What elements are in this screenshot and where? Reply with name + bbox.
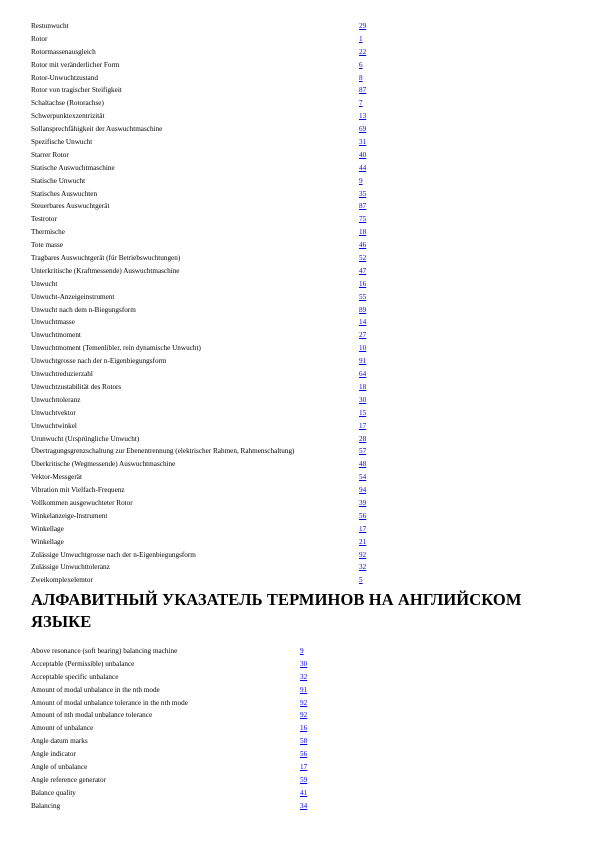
index-row xyxy=(31,291,571,304)
index-term: Zulässige Unwuchtgrosse nach der n-Eigenbiegungsform xyxy=(31,550,196,559)
index-term: Unwuchtzustabilität des Rotors xyxy=(31,382,122,391)
page-number-link[interactable]: 18 xyxy=(359,382,367,391)
page-number-link[interactable]: 35 xyxy=(359,189,367,198)
index-row xyxy=(31,497,571,510)
page-number-link[interactable]: 41 xyxy=(300,788,308,797)
index-term: Vollkommen ausgewuchteter Rotor xyxy=(31,498,133,507)
index-term: Winkellage xyxy=(31,537,64,546)
index-row xyxy=(31,162,571,175)
index-row xyxy=(31,549,571,562)
index-term: Balancing xyxy=(31,801,61,810)
page-number-link[interactable]: 13 xyxy=(359,112,367,121)
page-number-link[interactable]: 40 xyxy=(359,150,367,159)
index-term: Angle of unbalance xyxy=(31,763,88,772)
index-row xyxy=(31,110,571,123)
page-number-link[interactable]: 91 xyxy=(359,357,367,366)
index-row xyxy=(31,175,571,188)
index-term: Unwucht xyxy=(31,279,58,288)
page-number-link[interactable]: 16 xyxy=(300,724,308,733)
index-row xyxy=(31,722,571,735)
index-term: Amount of unbalance xyxy=(31,724,94,733)
index-term: Testrotor xyxy=(31,215,57,224)
index-row xyxy=(31,342,571,355)
page-number-link[interactable]: 34 xyxy=(300,801,308,810)
page-number-link[interactable]: 64 xyxy=(359,370,367,379)
page-number-link[interactable]: 27 xyxy=(359,331,367,340)
index-term: Zweikomplexelemtor xyxy=(31,576,93,585)
index-term: Unwuchtmoment (Temenlibler, rein dynamische Unwucht) xyxy=(31,344,201,353)
index-term: Statisches Auswuchten xyxy=(31,189,98,198)
index-term: Unwuchtmoment xyxy=(31,331,81,340)
page-number-link[interactable]: 15 xyxy=(359,408,367,417)
page-number-link[interactable]: 32 xyxy=(300,672,308,681)
index-row xyxy=(31,471,571,484)
page-number-link[interactable]: 91 xyxy=(300,685,308,694)
index-row xyxy=(31,574,571,587)
index-term: Rotor xyxy=(31,34,48,43)
page-number-link[interactable]: 30 xyxy=(359,395,367,404)
index-term: Überkritische (Wegmessende) Auswuchtmaschine xyxy=(31,460,176,469)
page-number-link[interactable]: 75 xyxy=(359,215,367,224)
index-row xyxy=(31,33,571,46)
index-term: Schwerpunktexzentrizität xyxy=(31,112,105,121)
page-number-link[interactable]: 39 xyxy=(359,498,367,507)
page-number-link[interactable]: 54 xyxy=(359,473,367,482)
page-number-link[interactable]: 29 xyxy=(359,22,367,30)
index-row xyxy=(31,278,571,291)
page-number-link[interactable]: 22 xyxy=(359,47,367,56)
index-row xyxy=(31,188,571,201)
index-term: Rotor mit veränderlicher Form xyxy=(31,60,120,69)
index-term: Statische Unwucht xyxy=(31,176,86,185)
index-row xyxy=(31,658,571,671)
page-number-link[interactable]: 87 xyxy=(359,86,367,95)
page-number-link[interactable]: 89 xyxy=(359,305,367,314)
index-term: Unwucht nach dem n-Biegungsform xyxy=(31,305,136,314)
index-row xyxy=(31,645,571,658)
index-term: Acceptable specific unbalance xyxy=(31,672,119,681)
index-row xyxy=(31,407,571,420)
index-row xyxy=(31,316,571,329)
index-row xyxy=(31,59,571,72)
page-number-link[interactable]: 1 xyxy=(359,34,363,43)
index-row xyxy=(31,748,571,761)
index-row xyxy=(31,523,571,536)
index-term: Tote masse xyxy=(31,241,64,250)
index-term: Rotormassenausgleich xyxy=(31,47,96,56)
index-term: Urunwucht (Ursprüngliche Unwucht) xyxy=(31,434,140,443)
index-row xyxy=(31,46,571,59)
index-row xyxy=(31,381,571,394)
page-number-link[interactable]: 94 xyxy=(359,486,367,495)
page-number-link[interactable]: 52 xyxy=(359,254,367,263)
page-number-link[interactable]: 8 xyxy=(359,73,363,82)
index-term: Balance quality xyxy=(31,788,76,797)
page-number-link[interactable]: 57 xyxy=(359,447,367,456)
index-row xyxy=(31,123,571,136)
index-row xyxy=(31,329,571,342)
page-number-link[interactable]: 17 xyxy=(359,524,367,533)
page-number-link[interactable]: 92 xyxy=(300,711,308,720)
page-number-link[interactable]: 87 xyxy=(359,202,367,211)
index-term: Winkellage xyxy=(31,524,64,533)
index-term: Angle indicator xyxy=(31,750,76,759)
page-number-link[interactable]: 5 xyxy=(359,576,363,585)
page-number-link[interactable]: 21 xyxy=(359,537,367,546)
page-number-link[interactable]: 56 xyxy=(359,511,367,520)
index-row xyxy=(31,445,571,458)
index-term: Tragbares Auswuchtgerät (für Betriebswuchtungen) xyxy=(31,254,181,263)
index-row xyxy=(31,735,571,748)
page-number-link[interactable]: 58 xyxy=(300,737,308,746)
page-number-link[interactable]: 48 xyxy=(359,460,367,469)
index-heading-english: АЛФАВИТНЫЙ УКАЗАТЕЛЬ ТЕРМИНОВ НА АНГЛИЙСКОМ ЯЗЫКЕ xyxy=(31,590,522,631)
page-number-link[interactable]: 6 xyxy=(359,60,363,69)
index-term: Spezifische Unwucht xyxy=(31,138,93,147)
page-number-link[interactable]: 31 xyxy=(359,138,367,147)
index-term: Unwucht-Anzeigeinstrument xyxy=(31,292,115,301)
page-number-link[interactable]: 69 xyxy=(359,125,367,134)
index-term: Statische Auswuchtmaschine xyxy=(31,163,115,172)
page-number-link[interactable]: 47 xyxy=(359,266,367,275)
index-row xyxy=(31,84,571,97)
index-row xyxy=(31,20,571,33)
index-term: Rotor von tragischer Steifigkeit xyxy=(31,86,122,95)
index-row xyxy=(31,484,571,497)
index-term: Unwuchtvektor xyxy=(31,408,76,417)
page-number-link[interactable]: 30 xyxy=(300,659,308,668)
index-row xyxy=(31,213,571,226)
index-term: Winkelanzeige-Instrument xyxy=(31,511,108,520)
index-term: Steuerbares Auswuchtgerät xyxy=(31,202,110,211)
index-row xyxy=(31,800,571,813)
index-term: Amount of modal unbalance in the nth mode xyxy=(31,685,160,694)
page-number-link[interactable]: 92 xyxy=(300,698,308,707)
index-row xyxy=(31,72,571,85)
index-term: Schaltachse (Rotorachse) xyxy=(31,99,104,108)
index-term: Thermische xyxy=(31,228,65,237)
index-row xyxy=(31,458,571,471)
index-row xyxy=(31,433,571,446)
page-number-link[interactable]: 9 xyxy=(300,647,304,655)
index-row xyxy=(31,265,571,278)
page-number-link[interactable]: 46 xyxy=(359,241,367,250)
index-term: Starrer Rotor xyxy=(31,150,69,159)
page-number-link[interactable]: 9 xyxy=(359,176,363,185)
index-row xyxy=(31,536,571,549)
index-term: Restunwucht xyxy=(31,22,69,30)
index-term: Unterkritische (Kraftmessende) Auswuchtmaschine xyxy=(31,266,180,275)
index-term: Unwuchtreduzierzahl xyxy=(31,370,93,379)
index-row xyxy=(31,561,571,574)
index-row xyxy=(31,226,571,239)
index-row xyxy=(31,671,571,684)
index-row xyxy=(31,787,571,800)
index-row xyxy=(31,368,571,381)
index-term: Vibration mit Vielfach-Frequenz xyxy=(31,486,125,495)
index-row xyxy=(31,200,571,213)
page-number-link[interactable]: 14 xyxy=(359,318,367,327)
index-row xyxy=(31,97,571,110)
page-number-link[interactable]: 16 xyxy=(359,279,367,288)
index-term: Sollansprechfähigkeit der Auswuchtmaschine xyxy=(31,125,163,134)
index-term: Unwuchtmasse xyxy=(31,318,75,327)
page-number-link[interactable]: 7 xyxy=(359,99,363,108)
index-term: Angle datum marks xyxy=(31,737,88,746)
index-row xyxy=(31,420,571,433)
page-number-link[interactable]: 32 xyxy=(359,563,367,572)
index-term: Amount of modal unbalance tolerance in the nth mode xyxy=(31,698,188,707)
index-term: Unwuchttoleranz xyxy=(31,395,81,404)
index-row xyxy=(31,149,571,162)
german-term-index xyxy=(31,20,571,587)
index-term: Übertragungsgrenzschaltung zur Ebenentrennung (elektrischer Rahmen, Rahmenschaltung) xyxy=(31,447,295,456)
index-row xyxy=(31,239,571,252)
index-term: Rotor-Unwuchtzustand xyxy=(31,73,98,82)
index-row xyxy=(31,394,571,407)
index-term: Above resonance (soft bearing) balancing machine xyxy=(31,647,178,655)
index-row xyxy=(31,709,571,722)
index-term: Acceptable (Permissible) unbalance xyxy=(31,659,135,668)
index-term: Unwuchtwinkel xyxy=(31,421,77,430)
page-number-link[interactable]: 17 xyxy=(359,421,367,430)
index-row xyxy=(31,697,571,710)
page-number-link[interactable]: 59 xyxy=(300,775,308,784)
index-row xyxy=(31,136,571,149)
index-term: Amount of nth modal unbalance tolerance xyxy=(31,711,153,720)
index-row xyxy=(31,304,571,317)
index-term: Zulässige Unwuchttoleranz xyxy=(31,563,110,572)
index-row xyxy=(31,761,571,774)
index-row xyxy=(31,510,571,523)
index-row xyxy=(31,684,571,697)
page-number-link[interactable]: 44 xyxy=(359,163,367,172)
page-number-link[interactable]: 18 xyxy=(359,228,367,237)
index-term: Unwuchtgrosse nach der n-Eigenbiegungsform xyxy=(31,357,167,366)
index-row xyxy=(31,355,571,368)
index-row xyxy=(31,252,571,265)
index-term: Angle reference generator xyxy=(31,775,107,784)
index-row xyxy=(31,774,571,787)
page-number-link[interactable]: 92 xyxy=(359,550,367,559)
page-number-link[interactable]: 10 xyxy=(359,344,367,353)
english-term-index xyxy=(31,645,571,813)
page-number-link[interactable]: 17 xyxy=(300,763,308,772)
page-number-link[interactable]: 55 xyxy=(359,292,367,301)
page-number-link[interactable]: 56 xyxy=(300,750,308,759)
index-term: Vektor-Messgerät xyxy=(31,473,82,482)
page-number-link[interactable]: 28 xyxy=(359,434,367,443)
